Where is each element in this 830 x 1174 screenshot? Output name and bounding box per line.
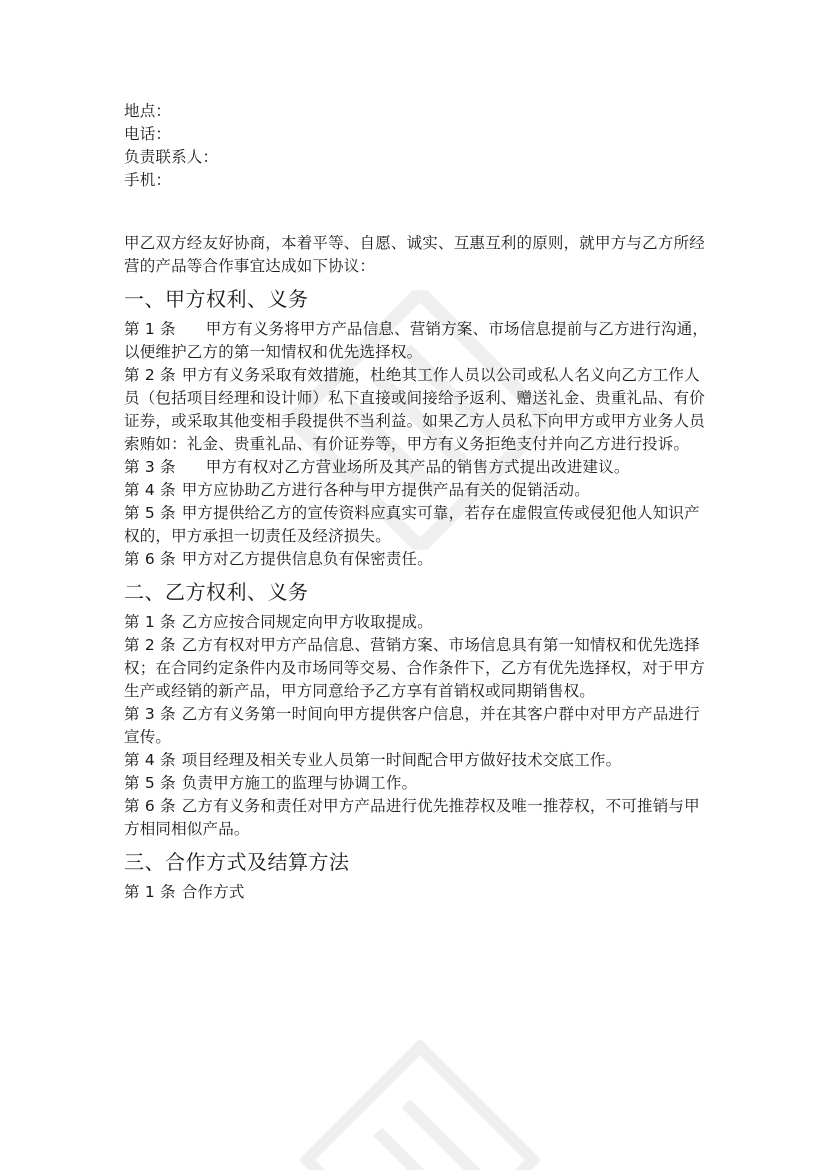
article	[124, 548, 714, 571]
article	[124, 795, 714, 841]
section1-title: 一、甲方权利、义务	[124, 287, 309, 311]
article-text: 甲方提供给乙方的宣传资料应真实可靠，若存在虚假宣传或侵犯他人知识产权的，甲方承担一切责任及经济损失。	[124, 504, 700, 545]
section3-title: 三、合作方式及结算方法	[124, 850, 350, 874]
article-text: 乙方有义务和责任对甲方产品进行优先推荐权及唯一推荐权，不可推销与甲方相同相似产品。	[124, 797, 700, 838]
article	[124, 502, 714, 548]
section2-title: 二、乙方权利、义务	[124, 580, 309, 604]
article-number: 第 2 条	[124, 636, 176, 654]
article-text: 合作方式	[181, 883, 245, 901]
article-text: 甲方应协助乙方进行各种与甲方提供产品有关的促销活动。	[181, 481, 590, 499]
article-text: 乙方有义务第一时间向甲方提供客户信息，并在其客户群中对甲方产品进行宣传。	[124, 705, 700, 746]
intro-paragraph: 甲乙双方经友好协商，本着平等、自愿、诚实、互惠互利的原则，就甲方与乙方所经营的产品等合作事宜达成如下协议：	[124, 234, 705, 275]
article-number: 第 5 条	[124, 774, 176, 792]
article-text: 甲方有义务采取有效措施，杜绝其工作人员以公司或私人名义向乙方工作人员（包括项目经理和设计师）私下直接或间接给予返利、赠送礼金、贵重礼品、有价证券，或采取其他变相手段提供不当利益。如果乙方人员私下向甲方或甲方业务人员索贿如：礼金、贵重礼品、有价证券等，甲方有义务拒绝支付并向乙方进行投诉。	[124, 366, 705, 453]
article-number: 第 3 条	[124, 458, 176, 476]
article-number: 第 1 条	[124, 613, 176, 631]
article	[124, 772, 714, 795]
article-text: 项目经理及相关专业人员第一时间配合甲方做好技术交底工作。	[181, 751, 622, 769]
article-number: 第 1 条	[124, 883, 176, 901]
watermark-logo-bottom	[300, 1040, 540, 1170]
article	[124, 749, 714, 772]
article-text: 乙方有权对甲方产品信息、营销方案、市场信息具有第一知情权和优先选择权；在合同约定条件内及市场同等交易、合作条件下，乙方有优先选择权，对于甲方生产或经销的新产品，甲方同意给予乙方享有首销权或同期销售权。	[124, 636, 705, 700]
article	[124, 611, 714, 634]
article-number: 第 5 条	[124, 504, 176, 522]
article-number: 第 6 条	[124, 797, 176, 815]
article	[124, 364, 714, 456]
article-text: 甲方有权对乙方营业场所及其产品的销售方式提出改进建议。	[205, 458, 630, 476]
article	[124, 703, 714, 749]
article-text: 甲方对乙方提供信息负有保密责任。	[181, 550, 433, 568]
article	[124, 634, 714, 703]
article	[124, 479, 714, 502]
section2-articles	[124, 611, 714, 841]
article	[124, 318, 714, 364]
article	[124, 881, 714, 904]
article-number: 第 4 条	[124, 481, 176, 499]
mobile-field: 手机：	[124, 171, 172, 189]
document-body	[124, 100, 714, 904]
article-number: 第 2 条	[124, 366, 176, 384]
article-number: 第 1 条	[124, 320, 176, 338]
article-text: 甲方有义务将甲方产品信息、营销方案、市场信息提前与乙方进行沟通，以便维护乙方的第一知情权和优先选择权。	[124, 320, 709, 361]
location-field: 地点：	[124, 102, 172, 120]
phone-field: 电话：	[124, 125, 172, 143]
article	[124, 456, 714, 479]
article-number: 第 3 条	[124, 705, 176, 723]
article-text: 乙方应按合同规定向甲方收取提成。	[181, 613, 433, 631]
article-number: 第 6 条	[124, 550, 176, 568]
section1-articles	[124, 318, 714, 571]
contact-person-field: 负责联系人：	[124, 148, 219, 166]
article-number: 第 4 条	[124, 751, 176, 769]
section3-articles	[124, 881, 714, 904]
article-text: 负责甲方施工的监理与协调工作。	[181, 774, 418, 792]
